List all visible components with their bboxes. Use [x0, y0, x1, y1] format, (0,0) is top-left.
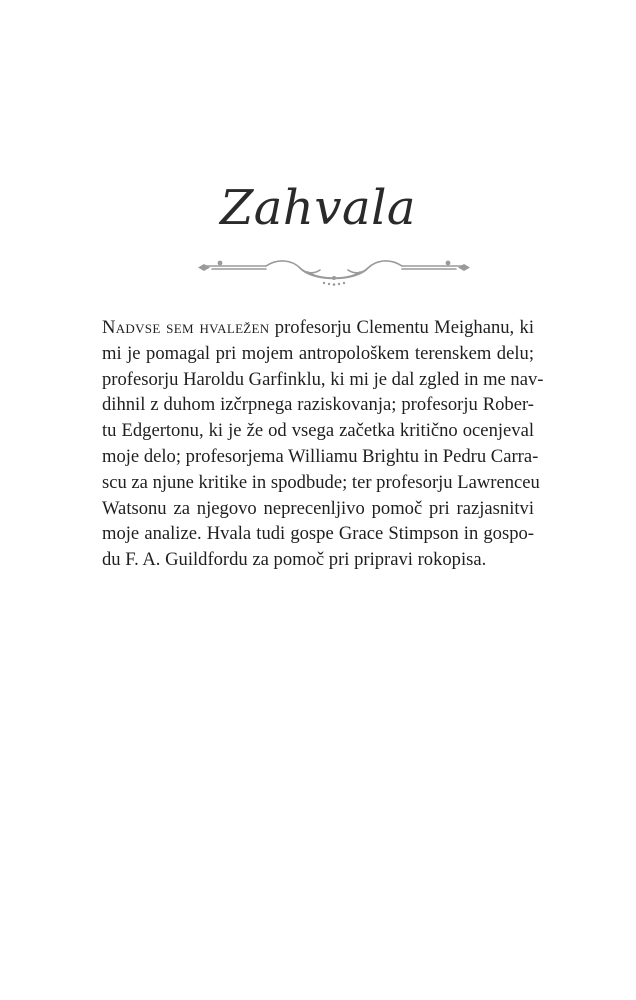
paragraph-line: dihnil z duhom izčrpnega raziskovanja; profesorju Rober- — [102, 394, 534, 416]
paragraph-line: du F. A. Guildfordu za pomoč pri pripravi rokopisa. — [102, 549, 487, 571]
paragraph-line: mi je pomagal pri mojem antropološkem terenskem delu; — [102, 342, 534, 364]
paragraph-line-text: profesorju Clementu Meighanu, ki — [269, 317, 534, 338]
acknowledgements-paragraph — [102, 315, 544, 573]
flourish-divider-icon — [196, 256, 472, 286]
paragraph-line: profesorju Haroldu Garfinklu, ki mi je dal zgled in me nav- — [102, 368, 544, 390]
paragraph-line: scu za njune kritike in spodbude; ter profesorju Lawrenceu — [102, 471, 540, 493]
paragraph-line: Watsonu za njegovo neprecenljivo pomoč pri razjasnitvi — [102, 497, 534, 519]
paragraph-line — [102, 315, 534, 341]
paragraph-line: moje analize. Hvala tudi gospe Grace Stimpson in gospo- — [102, 523, 534, 545]
paragraph-line: tu Edgertonu, ki je že od vsega začetka kritično ocenjeval — [102, 420, 534, 442]
paragraph-line: moje delo; profesorjema Williamu Brightu in Pedru Carra- — [102, 445, 539, 467]
paragraph-lead-smallcaps: Nadvse sem hvaležen — [102, 317, 270, 338]
chapter-title: Zahvala — [219, 180, 417, 236]
